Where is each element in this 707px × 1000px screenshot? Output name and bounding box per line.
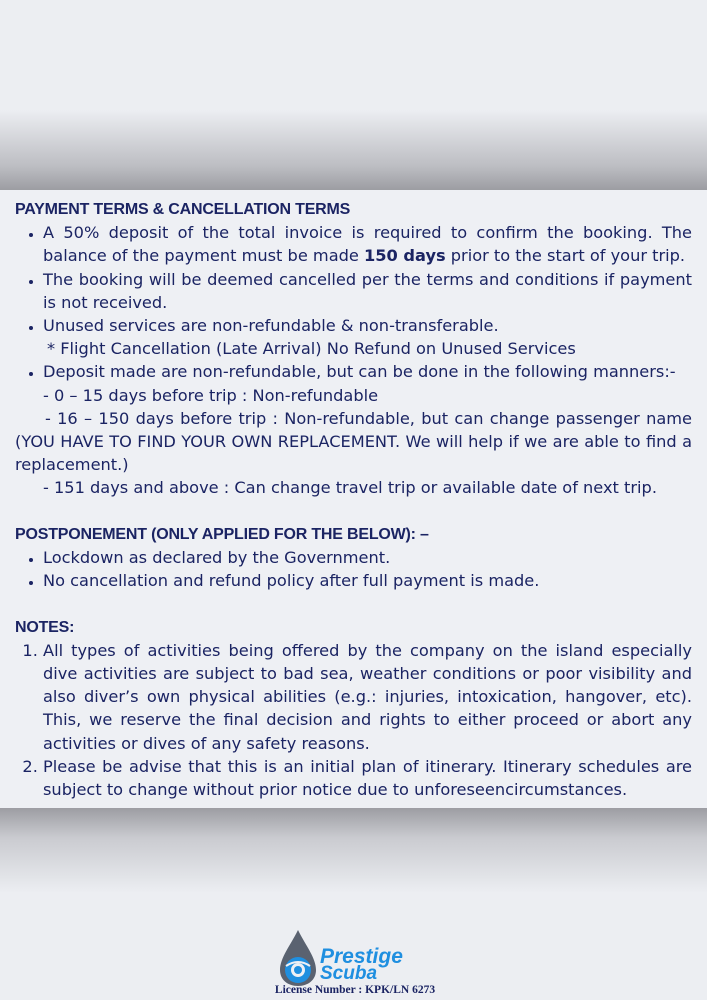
flight-note: * Flight Cancellation (Late Arrival) No Refund on Unused Services [47, 339, 576, 359]
unused-text: Unused services are non-refundable & non-transferable. [43, 316, 499, 335]
deposit-text-end: prior to the start of your trip. [445, 246, 686, 266]
refund-tier-2: - 16 – 150 days before trip : Non-refundable, but can change passenger name (YOU HAVE TO FIND YOUR OWN REPLACEMENT. We will help if we are able to find a replacement.) [15, 408, 692, 475]
postponement-item-lockdown: • Lockdown as declared by the Government. [43, 546, 692, 569]
logo-line2: Scuba [320, 963, 378, 984]
payment-item-refund [43, 360, 692, 383]
notes-list [15, 639, 692, 801]
refund-tier-3: - 151 days and above : Can change travel trip or available date of next trip. [43, 478, 657, 498]
notes-heading: NOTES: [15, 618, 75, 636]
payment-heading: PAYMENT TERMS & CANCELLATION TERMS [15, 201, 351, 218]
postponement-heading: POSTPONEMENT (ONLY APPLIED FOR THE BELOW): – [15, 525, 429, 543]
postponement-list [15, 546, 692, 592]
payment-item-deposit [43, 221, 692, 267]
refund-text: Deposit made are non-refundable, but can be done in the following manners:- [43, 362, 676, 382]
terms-panel [0, 190, 707, 808]
deposit-text: A 50% deposit of the total invoice is required to confirm the booking. The balance of the payment must be made [43, 223, 692, 266]
payment-list [15, 221, 692, 383]
refund-tier-1: - 0 – 15 days before trip : Non-refundable [43, 385, 379, 405]
deposit-days: 150 days [364, 246, 446, 266]
bottom-shadow [0, 808, 707, 893]
postponement-item-policy: • No cancellation and refund policy after full payment is made. [43, 569, 692, 592]
license-number: License Number : KPK/LN 6273 [274, 984, 436, 996]
top-shadow [0, 110, 707, 190]
payment-item-unused [43, 314, 692, 360]
logo-line1: Prestige [320, 945, 403, 968]
note-item-itinerary: 2. Please be advise that this is an initial plan of itinerary. Itinerary schedules are subject to change without prior notice due to unforeseencircumstances. [43, 755, 692, 801]
note-item-activities: 1. All types of activities being offered by the company on the island especially dive activities are subject to bad sea, weather conditions or poor visibility and also diver’s own physical abilities (e.g.: injuries, intoxication, hangover, etc). This, we reserve the final decision and rights to either proceed or abort any activities or dives of any safety reasons. [43, 639, 692, 755]
payment-item-cancel: • The booking will be deemed cancelled per the terms and conditions if payment is not received. [43, 268, 692, 314]
